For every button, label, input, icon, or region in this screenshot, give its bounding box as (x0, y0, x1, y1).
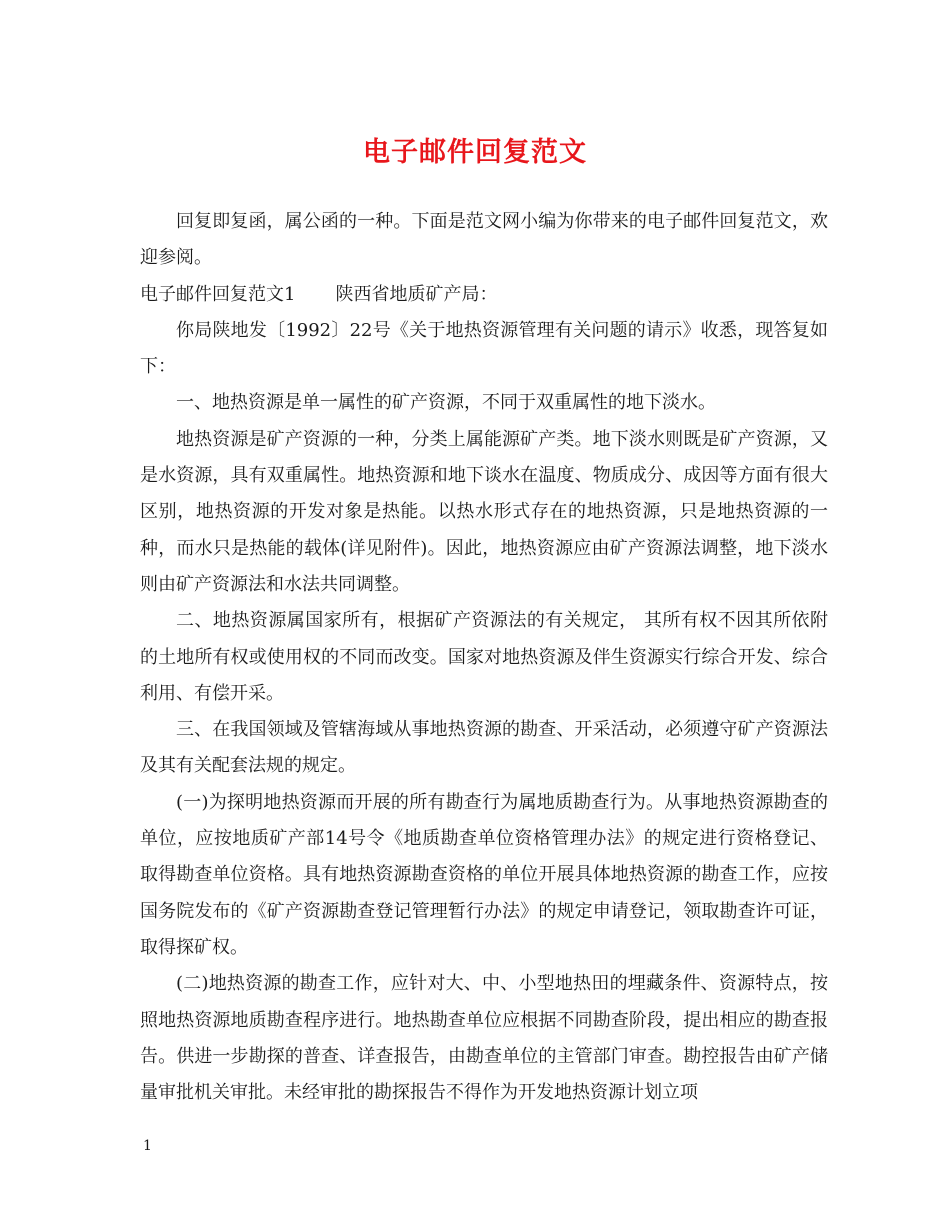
recipient-line: 陕西省地质矿产局： (335, 283, 498, 305)
document-body (140, 204, 828, 1111)
point-three-paragraph: 三、在我国领域及管辖海域从事地热资源的勘查、开采活动，必须遵守矿产资源法及其有关配套法规的规定。 (140, 719, 828, 777)
subpoint-one-paragraph: (一)为探明地热资源而开展的所有勘查行为属地质勘查行为。从事地热资源勘查的单位，应按地质矿产部14号令《地质勘查单位资格管理办法》的规定进行资格登记、取得勘查单位资格。具有地热资源勘查资格的单位开展具体地热资源的勘查工作，应按国务院发布的《矿产资源勘查登记管理暂行办法》的规定申请登记，领取勘查许可证，取得探矿权。 (140, 791, 828, 958)
reply-opening-paragraph: 你局陕地发〔1992〕22号《关于地热资源管理有关问题的请示》收悉，现答复如下： (140, 319, 828, 378)
point-two-paragraph: 二、地热资源属国家所有，根据矿产资源法的有关规定， 其所有权不因其所依附的土地所有权或使用权的不同而改变。国家对地热资源及伴生资源实行综合开发、综合利用、有偿开采。 (140, 610, 828, 704)
section-heading: 电子邮件回复范文1 (140, 283, 296, 305)
point-one-heading: 一、地热资源是单一属性的矿产资源，不同于双重属性的地下淡水。 (176, 392, 716, 414)
document-title: 电子邮件回复范文 (363, 137, 587, 168)
section-heading-line (140, 277, 828, 313)
point-one-body: 地热资源是矿产资源的一种，分类上属能源矿产类。地下淡水则既是矿产资源，又是水资源，具有双重属性。地热资源和地下谈水在温度、物质成分、成因等方面有很大区别，地热资源的开发对象是热能。以热水形式存在的地热资源，只是地热资源的一种，而水只是热能的载体(详见附件)。因此，地热资源应由矿产资源法调整，地下淡水则由矿产资源法和水法共同调整。 (140, 428, 828, 595)
subpoint-two-paragraph: (二)地热资源的勘查工作，应针对大、中、小型地热田的埋藏条件、资源特点，按照地热资源地质勘查程序进行。地热勘查单位应根据不同勘查阶段，提出相应的勘查报告。供进一步勘探的普查、详查报告，由勘查单位的主管部门审查。勘控报告由矿产储量审批机关审批。未经审批的勘探报告不得作为开发地热资源计划立项 (140, 973, 828, 1104)
page-number: 1 (143, 1138, 152, 1154)
intro-paragraph: 回复即复函，属公函的一种。下面是范文网小编为你带来的电子邮件回复范文，欢迎参阅。 (140, 211, 828, 269)
